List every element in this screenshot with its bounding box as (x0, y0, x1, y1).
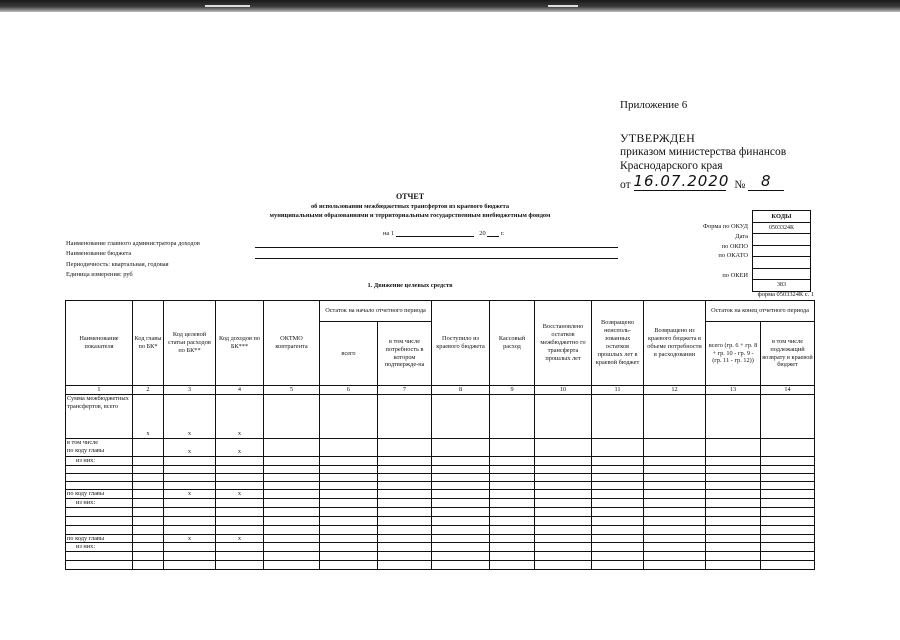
col-number: 2 (133, 386, 164, 395)
x-mark: x (216, 395, 264, 439)
x-mark: x (133, 395, 164, 439)
okato-label: по ОКАТО (718, 252, 748, 259)
form-page-label: форма 0503324К с. 1 (757, 291, 814, 298)
field-unit: Единица измерения: руб (66, 271, 133, 278)
col-number: 4 (216, 386, 264, 395)
scan-notch (205, 5, 250, 7)
codes-table (752, 210, 811, 292)
col-returned-unused: Возвращено неисполь-зованных остатков прошлых лет в краевой бюджет (592, 301, 644, 386)
okato-value (753, 257, 811, 269)
number-prefix: № (734, 179, 746, 191)
date-prefix: от (620, 179, 631, 191)
scan-edge (0, 0, 900, 12)
col-number: 12 (644, 386, 706, 395)
x-mark: x (216, 439, 264, 457)
table-row (66, 498, 815, 507)
field-periodicity: Периодичность: квартальная, годовая (66, 261, 169, 268)
okpo-value (753, 245, 811, 257)
report-year: 20 (479, 230, 486, 237)
col-received: Поступило из краевого бюджета (432, 301, 490, 386)
report-year-blank (487, 236, 499, 237)
table-row (66, 439, 815, 457)
report-subtitle-2: муниципальными образованиями и территориальным государственным внебюджетным фондом (269, 212, 551, 219)
okei-value: 383 (753, 280, 811, 292)
col-number: 6 (320, 386, 378, 395)
okud-label: Форма по ОКУД (703, 223, 748, 230)
table-row (66, 516, 815, 525)
x-mark: x (216, 489, 264, 498)
row-of-which-2: из них: (66, 498, 133, 507)
date-value (753, 234, 811, 246)
x-mark: x (164, 439, 216, 457)
table-row (66, 561, 815, 570)
appendix-label: Приложение 6 (620, 99, 688, 111)
col-number: 5 (264, 386, 320, 395)
col-number: 10 (535, 386, 592, 395)
report-date-suffix: г. (500, 230, 505, 237)
col-oktmo: ОКТМО контрагента (264, 301, 320, 386)
col-chapter-code: Код главы по БК* (133, 301, 164, 386)
table-row (66, 465, 815, 473)
table-row (66, 489, 815, 498)
order-number: 8 (748, 172, 784, 191)
x-mark: x (164, 395, 216, 439)
row-by-chapter-3: по коду главы (66, 534, 133, 543)
x-mark: x (216, 534, 264, 543)
date-label: Дата (735, 233, 748, 240)
okpo-label: по ОКПО (721, 243, 748, 250)
order-line-2: Краснодарского края (620, 160, 723, 172)
table-row (66, 481, 815, 489)
okud-value: 0503324К (753, 222, 811, 234)
field-administrator: Наименование главного администратора доходов (66, 240, 200, 247)
col-cash-expense: Кассовый расход (490, 301, 535, 386)
table-row (66, 457, 815, 466)
administrator-line (255, 247, 618, 248)
budget-line (255, 258, 618, 259)
table-row (66, 534, 815, 543)
report-subtitle-1: об использовании межбюджетных трансфертов из краевого бюджета (310, 203, 510, 210)
col-income-code: Код доходов по БК*** (216, 301, 264, 386)
x-mark: x (164, 489, 216, 498)
row-of-which-3: из них: (66, 543, 133, 552)
scan-notch (548, 5, 578, 7)
table-row (66, 473, 815, 481)
report-date-blank (396, 236, 474, 237)
col-target-article-code: Код целевой статьи расходов по БК** (164, 301, 216, 386)
col-number: 11 (592, 386, 644, 395)
row-by-chapter-2: по коду главы (66, 489, 133, 498)
col-number: 8 (432, 386, 490, 395)
table-row (66, 552, 815, 561)
col-number: 3 (164, 386, 216, 395)
order-date-line (620, 172, 784, 191)
col-number: 14 (761, 386, 815, 395)
table-row (66, 395, 815, 439)
col-number: 1 (66, 386, 133, 395)
row-including-label: в том числе по коду главы (66, 439, 133, 457)
row-of-which: из них: (66, 457, 133, 466)
field-budget: Наименование бюджета (66, 250, 132, 257)
okei-label: по ОКЕИ (722, 272, 748, 279)
col-indicator-name: Наименование показателя (66, 301, 133, 386)
x-mark: x (164, 534, 216, 543)
codes-header: КОДЫ (753, 211, 811, 223)
order-line-1: приказом министерства финансов (620, 146, 787, 158)
report-date-line (383, 230, 504, 237)
table-row (66, 525, 815, 534)
col-start-total: всего (320, 322, 378, 386)
table-row (66, 543, 815, 552)
col-returned-from-regional: Возвращено из краевого бюджета в объеме потребности в расходовании (644, 301, 706, 386)
col-number: 9 (490, 386, 535, 395)
col-end-to-return: в том числе подлежащий возврату в краевой бюджет (761, 322, 815, 386)
order-date: 16.07.2020 (633, 172, 730, 190)
table-row (66, 507, 815, 516)
col-group-start-balance: Остаток на начало отчетного периода (320, 301, 432, 322)
row-total-label: Сумма межбюджетных трансфертов, всего (66, 395, 133, 439)
blank-code (753, 268, 811, 280)
col-start-confirmed: в том числе потребность в котором подтвержде-на (378, 322, 432, 386)
column-numbers-row (66, 386, 815, 395)
approved-label: УТВЕРЖДЕН (620, 131, 696, 145)
col-restored: Восстановлено остатков межбюджетно го трансферта прошлых лет (535, 301, 592, 386)
section-title: 1. Движение целевых средств (367, 282, 453, 289)
col-end-total: всего (гр. 6 + гр. 8 + гр. 10 - гр. 9 - (гр. 11 - гр. 12)) (706, 322, 761, 386)
report-date-prefix: на 1 (383, 230, 395, 237)
movement-table (65, 300, 815, 570)
col-number: 7 (378, 386, 432, 395)
col-group-end-balance: Остаток на конец отчетного периода (706, 301, 815, 322)
report-title: ОТЧЕТ (395, 192, 425, 201)
col-number: 13 (706, 386, 761, 395)
